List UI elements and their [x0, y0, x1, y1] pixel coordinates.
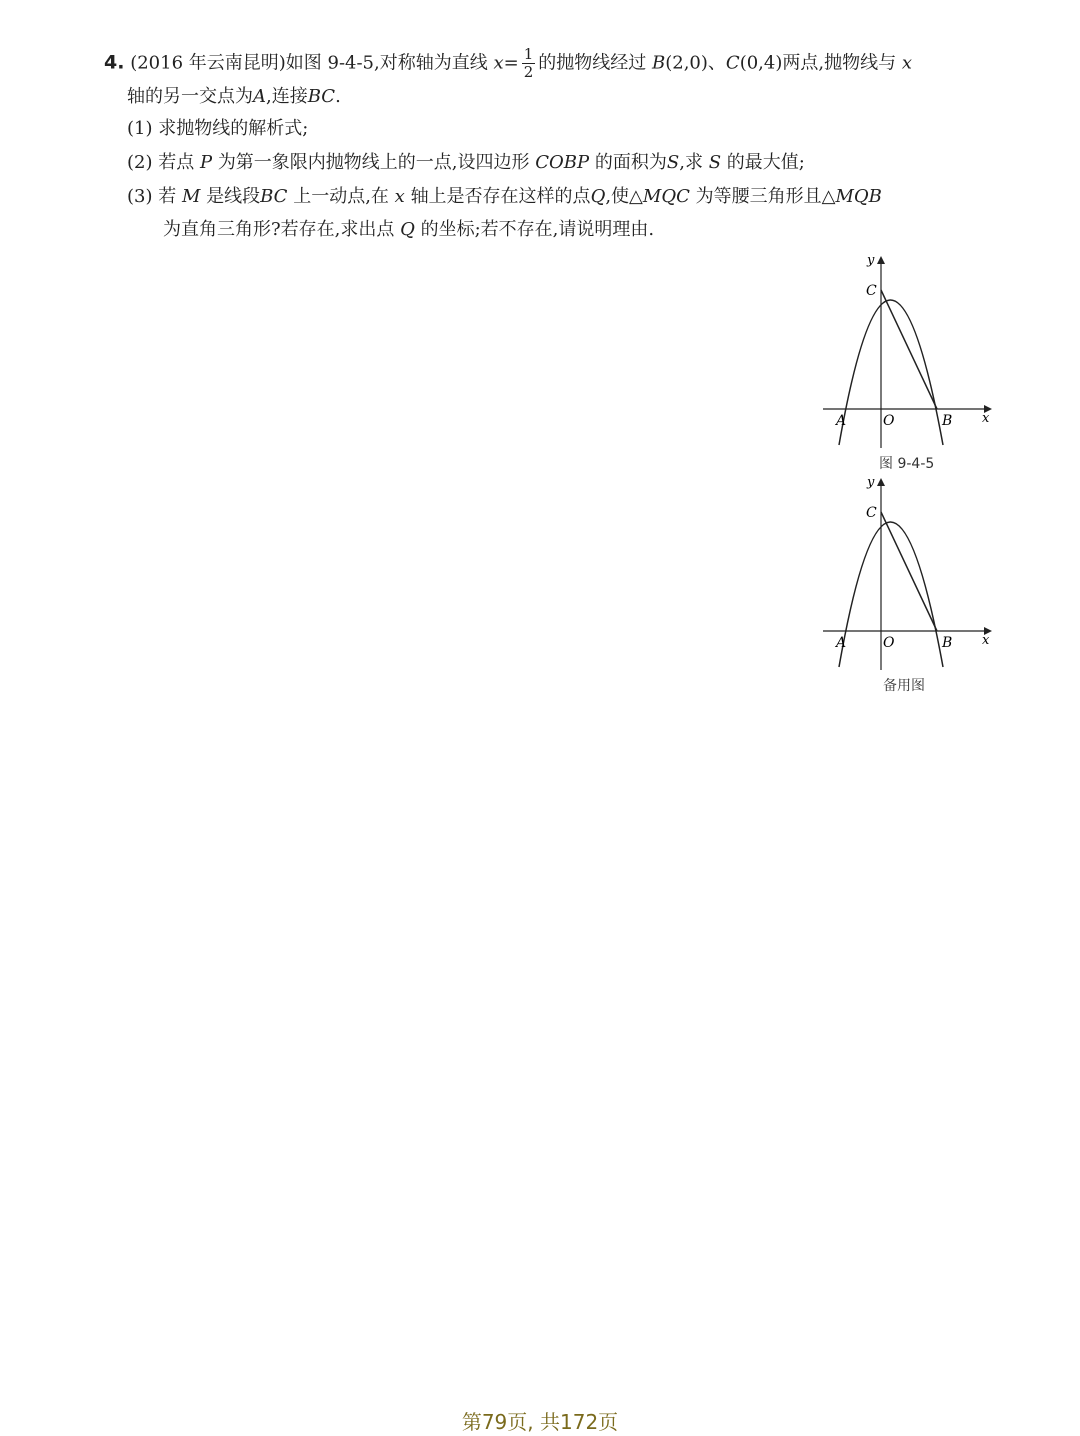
triangle-mqb-label: MQB — [835, 186, 882, 207]
point-m-label: M — [181, 186, 201, 207]
point-q-label: Q — [590, 186, 606, 207]
label-b: B — [942, 413, 953, 429]
label-y: y — [867, 253, 875, 268]
text-segment: . — [335, 86, 341, 107]
text-segment: 轴的另一交点为 — [127, 86, 253, 107]
text-segment: (3) 若 — [127, 186, 177, 207]
segment-bc — [881, 512, 937, 631]
text-segment: 为直角三角形?若存在,求出点 — [163, 219, 395, 240]
label-o: O — [883, 413, 895, 429]
text-segment: 上一动点,在 — [293, 186, 389, 207]
point-c-coords: (0,4) — [739, 52, 783, 74]
text-segment: 为等腰三角形且△ — [695, 186, 836, 207]
problem-line-2 — [127, 88, 341, 106]
segment-bc — [881, 290, 937, 409]
var-s: S — [666, 152, 680, 173]
text-segment: ,求 — [679, 152, 703, 173]
figure-9-4-5 — [815, 250, 1000, 450]
text-segment: 是线段 — [206, 186, 261, 207]
var-s: S — [708, 152, 722, 173]
figure-2-caption: 备用图 — [883, 678, 925, 694]
text-segment: 的坐标;若不存在,请说明理由. — [420, 219, 655, 240]
label-c: C — [866, 505, 877, 521]
segment-bc-label: BC — [307, 86, 336, 107]
label-c: C — [866, 283, 877, 299]
figure-1-caption: 图 9-4-5 — [879, 456, 935, 472]
y-axis-arrow — [877, 478, 885, 486]
text-segment: (2) 若点 — [127, 152, 195, 173]
text-segment: 的抛物线经过 — [538, 52, 647, 74]
text-segment: ,使△ — [605, 186, 643, 207]
point-a-label: A — [253, 86, 266, 107]
point-b-label: B — [652, 52, 666, 74]
text-segment: 如图 9-4-5,对称轴为直线 — [285, 52, 488, 74]
part-3-line-2 — [163, 221, 654, 239]
var-x: x — [493, 52, 504, 74]
label-x: x — [982, 411, 990, 426]
quadrilateral-cobp-label: COBP — [535, 152, 590, 173]
label-y: y — [867, 475, 875, 490]
point-b-coords: (2,0) — [665, 52, 708, 74]
triangle-mqc-label: MQC — [642, 186, 690, 207]
fraction-numerator: 1 — [523, 45, 534, 63]
part-3-line-1 — [127, 188, 882, 206]
var-x: x — [901, 52, 912, 74]
separator: 、 — [707, 52, 726, 74]
text-segment: 轴上是否存在这样的点 — [410, 186, 591, 207]
label-x: x — [982, 633, 990, 648]
label-b: B — [942, 635, 953, 651]
point-q-label: Q — [400, 219, 415, 240]
fraction-half — [522, 46, 536, 81]
backup-figure — [815, 472, 1000, 672]
text-segment: 两点,抛物线与 — [782, 52, 897, 74]
label-a: A — [836, 413, 847, 429]
text-segment: ,连接 — [266, 86, 308, 107]
text-segment: 的最大值; — [726, 152, 805, 173]
part-2 — [127, 154, 805, 172]
point-p-label: P — [199, 152, 213, 173]
part-1: (1) 求抛物线的解析式; — [127, 118, 309, 139]
page-number-footer: 第79页, 共172页 — [461, 1410, 619, 1434]
var-x: x — [394, 186, 405, 207]
fraction-denominator: 2 — [523, 63, 534, 81]
point-c-label: C — [725, 52, 740, 74]
text-segment: 为第一象限内抛物线上的一点,设四边形 — [217, 152, 530, 173]
text-segment: 的面积为 — [594, 152, 667, 173]
segment-bc-label: BC — [260, 186, 288, 207]
problem-number: 4. — [104, 51, 125, 74]
equals-sign: = — [503, 52, 519, 74]
label-o: O — [883, 635, 895, 651]
label-a: A — [836, 635, 847, 651]
problem-line-1 — [104, 46, 912, 81]
problem-source: (2016 年云南昆明) — [130, 52, 286, 74]
y-axis-arrow — [877, 256, 885, 264]
